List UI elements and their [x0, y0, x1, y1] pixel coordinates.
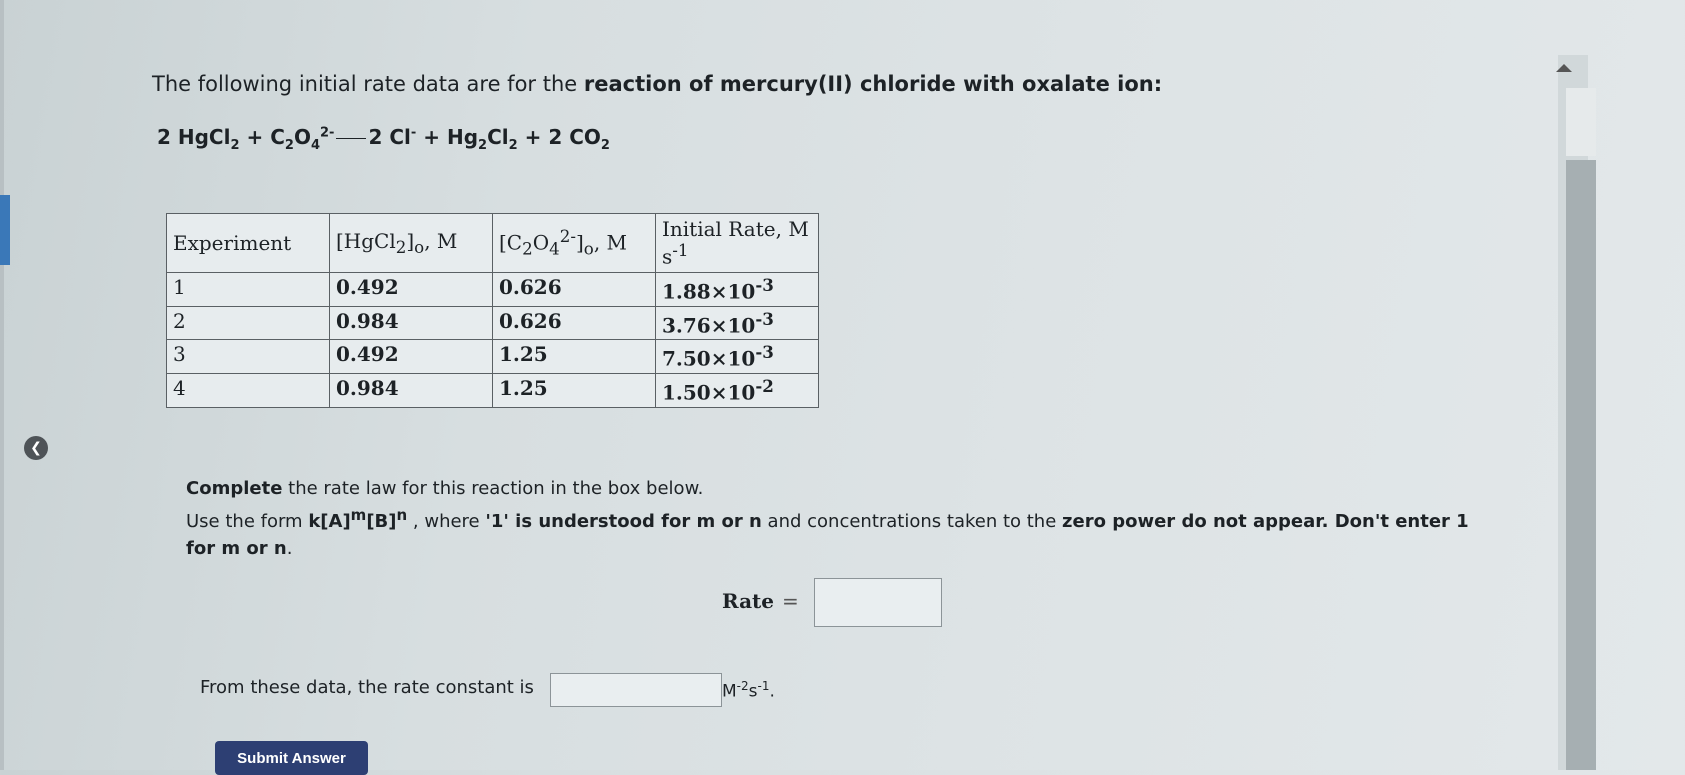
rate-mantissa: 7.50×10 — [662, 346, 756, 371]
instr-bold: zero power do not appear. Don't enter 1 for m or n — [186, 511, 1469, 559]
cell-oxalate: 1.25 — [493, 340, 656, 374]
table-row — [167, 306, 819, 340]
cell-oxalate: 0.626 — [493, 273, 656, 307]
scrollbar-thumb[interactable] — [1566, 160, 1596, 770]
table-row — [167, 373, 819, 407]
eq-sub: 4 — [310, 138, 320, 153]
header-text: s — [662, 244, 673, 269]
instruction-line-2 — [186, 502, 1486, 562]
header-sup: -1 — [672, 241, 689, 261]
header-sub: o — [583, 239, 594, 259]
table-row — [167, 340, 819, 374]
eq-term: O — [293, 125, 311, 149]
instruction-line-1 — [186, 475, 1486, 502]
form-text: k[A] — [308, 511, 351, 532]
eq-term: 2 HgCl — [157, 125, 231, 149]
rate-exponent: -3 — [755, 342, 774, 363]
rate-data-table — [166, 213, 819, 408]
rate-constant-input[interactable] — [550, 673, 722, 707]
unit-text: M — [722, 681, 737, 702]
header-sub: 4 — [549, 239, 560, 259]
eq-sub: 2 — [230, 138, 240, 153]
rate-exponent: -3 — [755, 308, 774, 329]
rate-law-input[interactable] — [814, 578, 942, 627]
rate-mantissa: 1.50×10 — [662, 380, 756, 405]
rate-exponent: -2 — [755, 375, 774, 396]
eq-sub: 2 — [508, 138, 518, 153]
instr-text: , where — [407, 511, 486, 532]
eq-sub: 2 — [284, 138, 294, 153]
cell-rate — [656, 273, 819, 307]
header-text: , M — [424, 229, 458, 253]
form-sup: m — [350, 506, 367, 524]
cell-oxalate: 0.626 — [493, 306, 656, 340]
rate-label: Rate — [722, 589, 775, 613]
header-text: O — [532, 230, 550, 255]
scroll-up-arrow-icon[interactable] — [1556, 64, 1572, 72]
header-experiment: Experiment — [167, 214, 330, 273]
rate-equals: = — [782, 589, 799, 613]
cell-rate — [656, 306, 819, 340]
eq-term: + 2 CO — [517, 125, 601, 149]
header-sub: o — [414, 238, 425, 257]
rate-constant-units — [722, 679, 775, 702]
eq-term: + C — [239, 125, 285, 149]
scrollbar-track[interactable] — [1566, 88, 1596, 156]
eq-term: Cl — [487, 125, 509, 149]
instructions — [186, 475, 1486, 562]
header-text: Initial Rate, M — [662, 217, 809, 242]
form-text: [B] — [366, 511, 397, 532]
instr-text: and concentrations taken to the — [761, 511, 1063, 532]
collapse-arrow-icon[interactable]: ❮ — [24, 436, 48, 460]
eq-sup: - — [410, 125, 417, 141]
instr-text: . — [286, 538, 293, 559]
rate-law-form — [308, 506, 408, 532]
eq-term: 2 Cl — [368, 125, 411, 149]
header-text: [C — [499, 230, 523, 255]
eq-sub: 2 — [478, 138, 488, 153]
form-sup: n — [396, 506, 408, 524]
reaction-arrow-icon — [336, 138, 366, 139]
table-header-row — [167, 214, 819, 273]
cell-experiment: 1 — [167, 273, 330, 307]
header-oxalate — [493, 214, 656, 273]
unit-text: . — [769, 681, 775, 702]
rate-mantissa: 3.76×10 — [662, 313, 756, 338]
eq-term: + Hg — [416, 125, 479, 149]
cell-hgcl2: 0.492 — [330, 273, 493, 307]
instr-text: Use the form — [186, 511, 309, 532]
instr-text: the rate law for this reaction in the box below. — [282, 478, 704, 499]
unit-sup: -2 — [736, 679, 749, 693]
intro-text — [152, 72, 1162, 96]
cell-hgcl2: 0.492 — [330, 340, 493, 374]
header-text: ] — [575, 230, 584, 255]
submit-answer-button[interactable]: Submit Answer — [215, 741, 368, 775]
left-edge — [0, 0, 4, 770]
cell-experiment: 3 — [167, 340, 330, 374]
header-sup: 2- — [559, 227, 576, 247]
header-text: , M — [593, 230, 628, 255]
intro-lead: The following initial rate data are for the — [152, 72, 584, 96]
cell-oxalate: 1.25 — [493, 373, 656, 407]
eq-sub: 2 — [600, 138, 610, 153]
instr-bold: '1' is understood for m or n — [485, 511, 762, 532]
reaction-equation — [157, 125, 610, 153]
header-sub: 2 — [522, 239, 533, 259]
header-text: [HgCl — [336, 229, 396, 253]
header-text: ] — [406, 229, 415, 253]
instr-bold: Complete — [186, 478, 283, 499]
rate-constant-label: From these data, the rate constant is — [200, 677, 534, 698]
cell-rate — [656, 373, 819, 407]
header-initial-rate — [656, 214, 819, 273]
rate-exponent: -3 — [755, 275, 774, 295]
cell-hgcl2: 0.984 — [330, 306, 493, 340]
eq-sup: 2- — [320, 125, 335, 141]
side-tab[interactable] — [0, 195, 10, 265]
table-row — [167, 273, 819, 307]
cell-rate — [656, 340, 819, 374]
header-hgcl2 — [330, 214, 493, 273]
unit-sup: -1 — [757, 679, 770, 693]
intro-bold: reaction of mercury(II) chloride with oxalate ion: — [583, 72, 1163, 96]
unit-text: s — [748, 681, 758, 702]
cell-experiment: 4 — [167, 373, 330, 407]
cell-hgcl2: 0.984 — [330, 373, 493, 407]
cell-experiment: 2 — [167, 306, 330, 340]
rate-mantissa: 1.88×10 — [662, 279, 756, 304]
header-sub: 2 — [395, 238, 407, 257]
